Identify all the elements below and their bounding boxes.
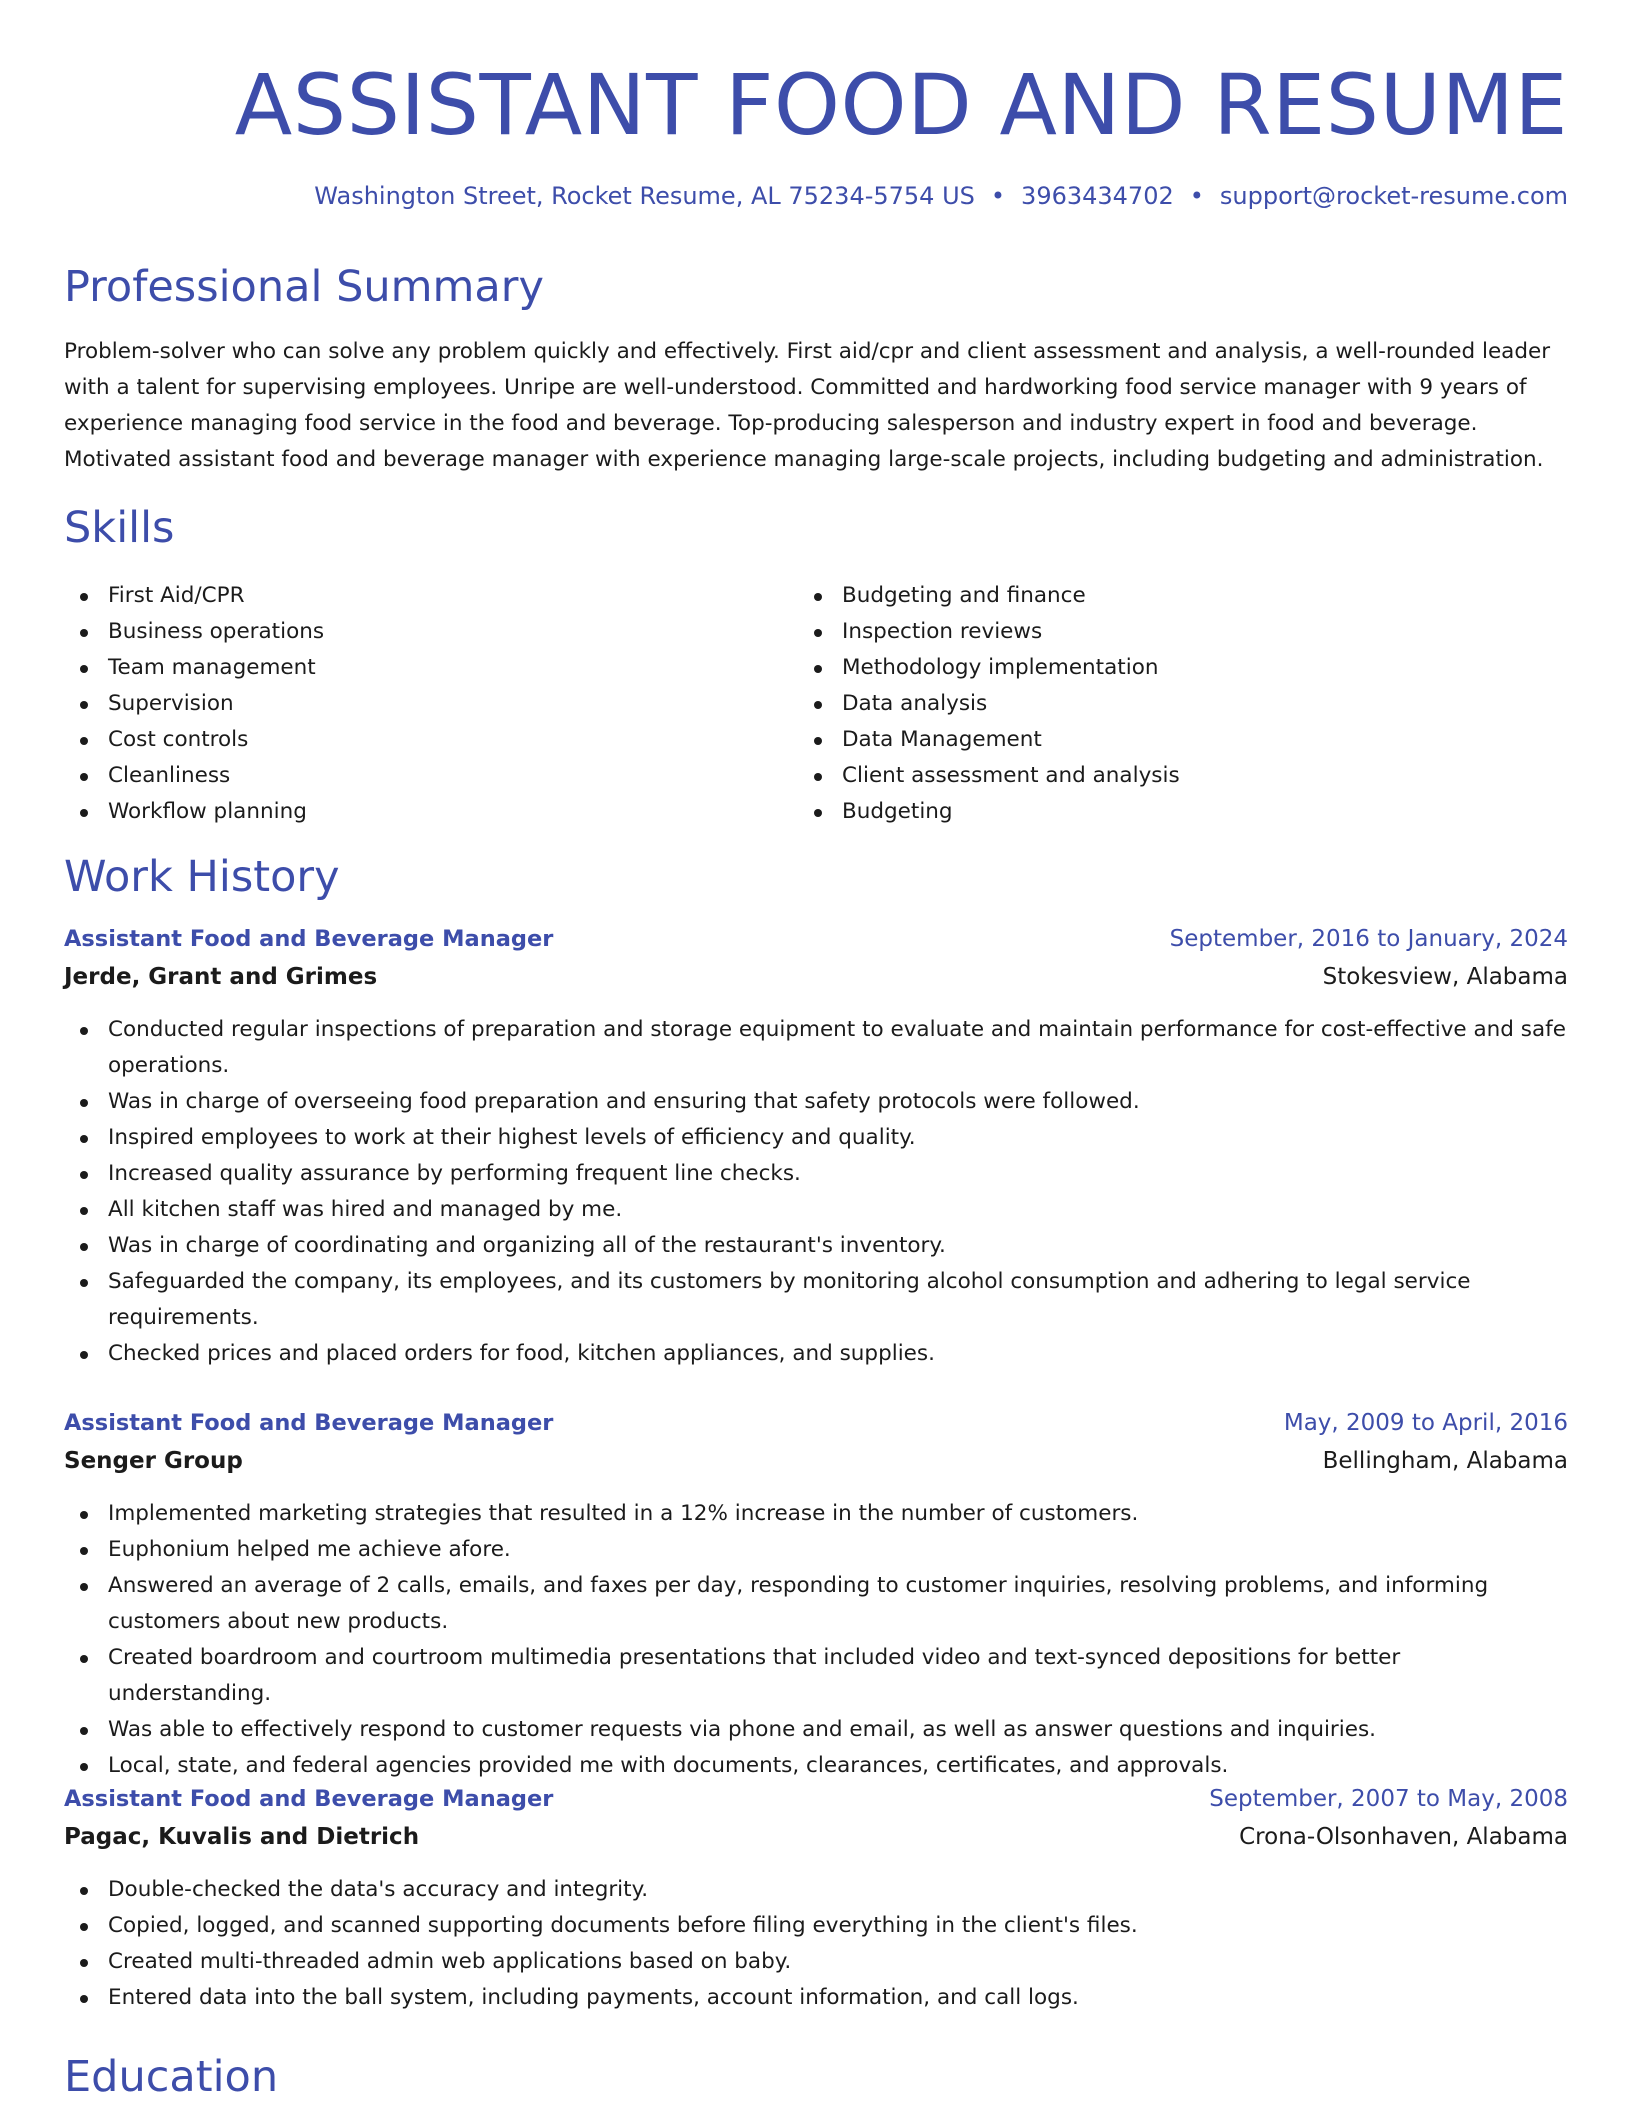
- job-bullet: Safeguarded the company, its employees, and its customers by monitoring alcohol consumption and adhering to legal service requirements.: [64, 1264, 1568, 1336]
- job-title: Assistant Food and Beverage Manager: [64, 1786, 554, 1812]
- skill-item: Supervision: [64, 686, 764, 722]
- job-location: Crona-Olsonhaven, Alabama: [1239, 1824, 1568, 1850]
- contact-phone: 3963434702: [1021, 182, 1174, 210]
- job-company-row: [64, 958, 1568, 996]
- contact-email: support@rocket-resume.com: [1219, 182, 1568, 210]
- job-company-row: [64, 1818, 1568, 1856]
- job-bullet: Conducted regular inspections of preparation and storage equipment to evaluate and maintain performance for cost-effective and safe operations.: [64, 1012, 1568, 1084]
- skill-item: Methodology implementation: [798, 650, 1498, 686]
- job-bullet: Was in charge of coordinating and organizing all of the restaurant's inventory.: [64, 1228, 1568, 1264]
- job-bullet: Inspired employees to work at their highest levels of efficiency and quality.: [64, 1120, 1568, 1156]
- job-bullet: Was able to effectively respond to customer requests via phone and email, as well as answer questions and inquiries.: [64, 1712, 1568, 1748]
- skill-item: Workflow planning: [64, 794, 764, 830]
- skill-item: Budgeting and finance: [798, 578, 1498, 614]
- skill-item: Cleanliness: [64, 758, 764, 794]
- job-company: Senger Group: [64, 1448, 243, 1474]
- skills-right-column: [798, 578, 1498, 830]
- job-bullet: Was in charge of overseeing food preparation and ensuring that safety protocols were followed.: [64, 1084, 1568, 1120]
- job-bullets: [64, 1496, 1568, 1784]
- job-bullet: Implemented marketing strategies that resulted in a 12% increase in the number of customers.: [64, 1496, 1568, 1532]
- skill-item: First Aid/CPR: [64, 578, 764, 614]
- resume-name: ASSISTANT FOOD AND RESUME: [234, 56, 1568, 154]
- job-bullet: Local, state, and federal agencies provided me with documents, clearances, certificates, and approvals.: [64, 1748, 1568, 1784]
- job-bullet: Entered data into the ball system, including payments, account information, and call logs.: [64, 1980, 1568, 2016]
- job-dates: September, 2016 to January, 2024: [1169, 926, 1568, 952]
- job-bullet: Answered an average of 2 calls, emails, and faxes per day, responding to customer inquiries, resolving problems, and informing customers about new products.: [64, 1568, 1568, 1640]
- skills-list-right: [798, 578, 1498, 830]
- job-company: Jerde, Grant and Grimes: [64, 964, 378, 990]
- skill-item: Budgeting: [798, 794, 1498, 830]
- job-bullet: Euphonium helped me achieve afore.: [64, 1532, 1568, 1568]
- skill-item: Cost controls: [64, 722, 764, 758]
- job-dates: September, 2007 to May, 2008: [1209, 1786, 1568, 1812]
- job-title-row: [64, 920, 1568, 958]
- skill-item: Data analysis: [798, 686, 1498, 722]
- job-bullets: [64, 1872, 1568, 2016]
- job-title: Assistant Food and Beverage Manager: [64, 1410, 554, 1436]
- job-location: Bellingham, Alabama: [1322, 1448, 1568, 1474]
- job-title-row: [64, 1404, 1568, 1442]
- job-bullets: [64, 1012, 1568, 1372]
- job-company: Pagac, Kuvalis and Dietrich: [64, 1824, 420, 1850]
- summary-heading: Professional Summary: [64, 262, 544, 312]
- job-location: Stokesview, Alabama: [1322, 964, 1568, 990]
- job-bullet: Copied, logged, and scanned supporting documents before filing everything in the client's files.: [64, 1908, 1568, 1944]
- contact-line: [314, 180, 1568, 212]
- job-company-row: [64, 1442, 1568, 1480]
- job-dates: May, 2009 to April, 2016: [1283, 1410, 1568, 1436]
- skill-item: Business operations: [64, 614, 764, 650]
- job-bullet: Created multi-threaded admin web applications based on baby.: [64, 1944, 1568, 1980]
- contact-separator: •: [1189, 182, 1204, 210]
- skill-item: Inspection reviews: [798, 614, 1498, 650]
- contact-separator: •: [990, 182, 1006, 210]
- skills-heading: Skills: [64, 503, 175, 553]
- resume-page: [64, 0, 1568, 2112]
- job-bullet: Checked prices and placed orders for food, kitchen appliances, and supplies.: [64, 1336, 1568, 1372]
- skill-item: Client assessment and analysis: [798, 758, 1498, 794]
- job-entry: [64, 1780, 1568, 2016]
- job-bullet: Increased quality assurance by performing frequent line checks.: [64, 1156, 1568, 1192]
- skill-item: Team management: [64, 650, 764, 686]
- skill-item: Data Management: [798, 722, 1498, 758]
- work-history-heading: Work History: [64, 852, 340, 902]
- skills-list-left: [64, 578, 764, 830]
- job-title: Assistant Food and Beverage Manager: [64, 926, 554, 952]
- job-title-row: [64, 1780, 1568, 1818]
- job-entry: [64, 920, 1568, 1372]
- skills-left-column: [64, 578, 764, 830]
- summary-text: Problem-solver who can solve any problem quickly and effectively. First aid/cpr and client assessment and analysis, a well-rounded leader with a talent for supervising employees. Unripe are well-understood. Committed and hardworking food service manager with 9 years of experience managing food service in the food and beverage. Top-producing salesperson and industry expert in food and beverage. Motivated assistant food and beverage manager with experience managing large-scale projects, including budgeting and administration.: [64, 339, 1551, 472]
- job-bullet: All kitchen staff was hired and managed by me.: [64, 1192, 1568, 1228]
- job-bullet: Created boardroom and courtroom multimedia presentations that included video and text-synced depositions for better understanding.: [64, 1640, 1568, 1712]
- job-entry: [64, 1404, 1568, 1784]
- job-bullet: Double-checked the data's accuracy and integrity.: [64, 1872, 1568, 1908]
- education-heading: Education: [64, 2052, 279, 2102]
- contact-address: Washington Street, Rocket Resume, AL 75234-5754 US: [314, 182, 975, 210]
